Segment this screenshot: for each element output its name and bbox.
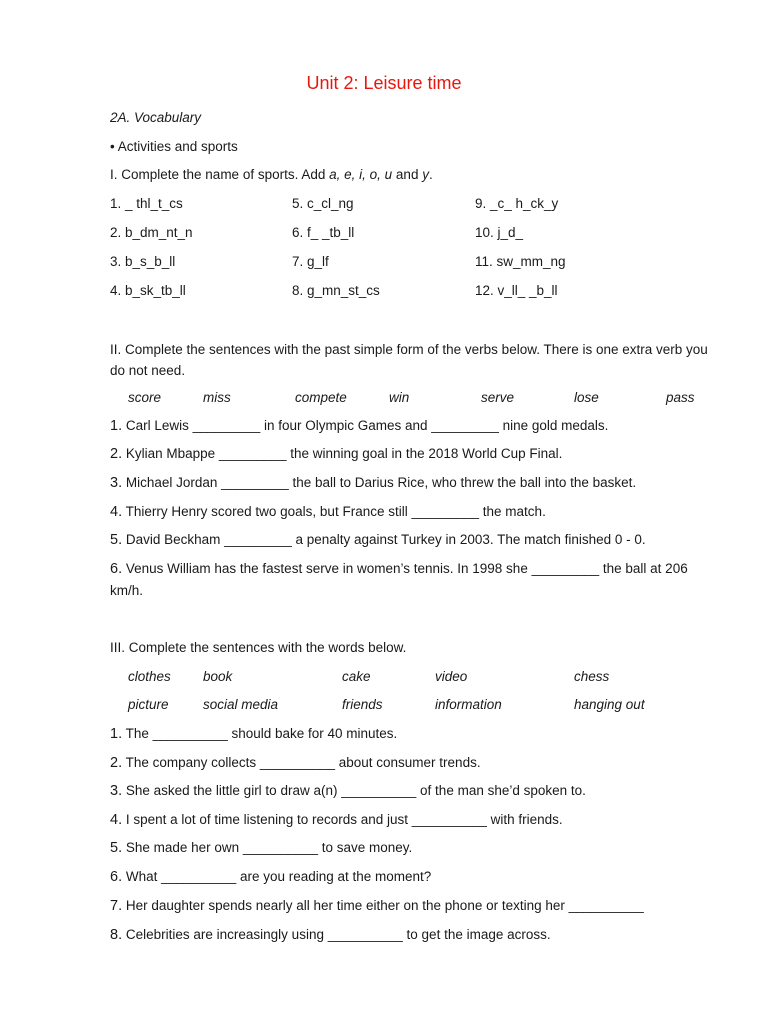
sport-item: 10. j_d_ [475,225,524,240]
sport-item: 11. sw_mm_ng [475,254,566,269]
part3-sentence [110,783,586,799]
word-option: social media [203,697,279,712]
topic-bullet: • Activities and sports [110,139,238,154]
sport-item: 4. b_sk_tb_ll [110,283,186,298]
verb-option: miss [203,390,231,405]
sentence-text: What __________ are you reading at the moment? [125,869,432,884]
sentence-text: Celebrities are increasingly using __________ to get the image across. [125,927,551,942]
sport-item: 6. f_ _tb_ll [292,225,355,240]
sentence-text: Kylian Mbappe _________ the winning goal in the 2018 World Cup Final. [125,446,563,461]
sentence-number: 5. [110,532,123,548]
word-option: information [435,697,502,712]
word-option: video [435,669,468,684]
part3-sentence [110,869,431,885]
verb-option: lose [574,390,599,405]
part3-sentence [110,755,481,771]
part3-sentence [110,927,551,943]
word-option: cake [342,669,371,684]
word-option: book [203,669,233,684]
sentence-text: I spent a lot of time listening to records and just __________ with friends. [125,812,563,827]
sentence-number: 6. [110,869,123,885]
sentence-number: 1. [110,726,123,742]
part3-sentence [110,726,397,742]
sentence-text: Venus William has the fastest serve in women’s tennis. In 1998 she _________ the ball at 206 km/h. [110,561,688,598]
verb-option: score [128,390,162,405]
verb-option: pass [666,390,695,405]
sentence-number: 8. [110,927,123,943]
part3-sentence [110,812,563,828]
sentence-number: 5. [110,840,123,856]
sentence-number: 6. [110,561,123,577]
part2-sentence [110,475,636,491]
sport-item: 12. v_ll_ _b_ll [475,283,558,298]
sentence-text: She made her own __________ to save money. [125,840,413,855]
part3-heading: III. Complete the sentences with the words below. [110,640,407,655]
word-option: picture [128,697,169,712]
sentence-number: 4. [110,504,123,520]
word-option: friends [342,697,383,712]
sentence-number: 2. [110,755,123,771]
sentence-text: The company collects __________ about consumer trends. [125,755,481,770]
page-title: Unit 2: Leisure time [306,73,462,93]
sentence-text: The __________ should bake for 40 minutes. [125,726,398,741]
part1-heading-prefix: I. Complete the name of sports. Add [110,167,330,182]
part3-sentence [110,840,412,856]
part2-sentence [110,418,608,434]
part2-sentence [110,504,546,520]
sentence-number: 1. [110,418,123,434]
sport-item: 7. g_lf [292,254,329,269]
sentence-text: Thierry Henry scored two goals, but France still _________ the match. [125,504,546,519]
part3-sentence [110,898,644,914]
sentence-text: David Beckham _________ a penalty against Turkey in 2003. The match finished 0 - 0. [125,532,646,547]
sentence-text: Michael Jordan _________ the ball to Darius Rice, who threw the ball into the basket. [125,475,637,490]
part1-heading [110,167,433,182]
part2-sentence [110,446,562,462]
sport-item: 8. g_mn_st_cs [292,283,380,298]
part1-heading-y: y [422,167,429,182]
word-option: clothes [128,669,171,684]
sentence-number: 3. [110,783,123,799]
section-heading: 2A. Vocabulary [110,110,202,125]
sentence-number: 2. [110,446,123,462]
sport-item: 9. _c_ h_ck_y [475,196,559,211]
part2-sentence [110,558,714,601]
verb-option: compete [295,390,347,405]
sport-item: 3. b_s_b_ll [110,254,176,269]
part1-heading-period: . [428,167,433,182]
sport-item: 5. c_cl_ng [292,196,354,211]
word-option: chess [574,669,610,684]
part2-sentence [110,532,646,548]
part1-heading-letters: a, e, i, o, u [329,167,393,182]
sentence-text: Carl Lewis _________ in four Olympic Games and _________ nine gold medals. [125,418,609,433]
verb-option: win [389,390,410,405]
part1-heading-and: and [392,167,423,182]
word-option: hanging out [574,697,645,712]
sentence-text: Her daughter spends nearly all her time either on the phone or texting her __________ [125,898,644,913]
sport-item: 2. b_dm_nt_n [110,225,193,240]
sport-item: 1. _ thl_t_cs [110,196,183,211]
verb-option: serve [481,390,515,405]
part2-heading: II. Complete the sentences with the past simple form of the verbs below. There is one extra verb you do not need. [110,342,708,378]
sentence-number: 3. [110,475,123,491]
sentence-number: 4. [110,812,123,828]
sentence-text: She asked the little girl to draw a(n) __________ of the man she’d spoken to. [125,783,586,798]
sentence-number: 7. [110,898,123,914]
